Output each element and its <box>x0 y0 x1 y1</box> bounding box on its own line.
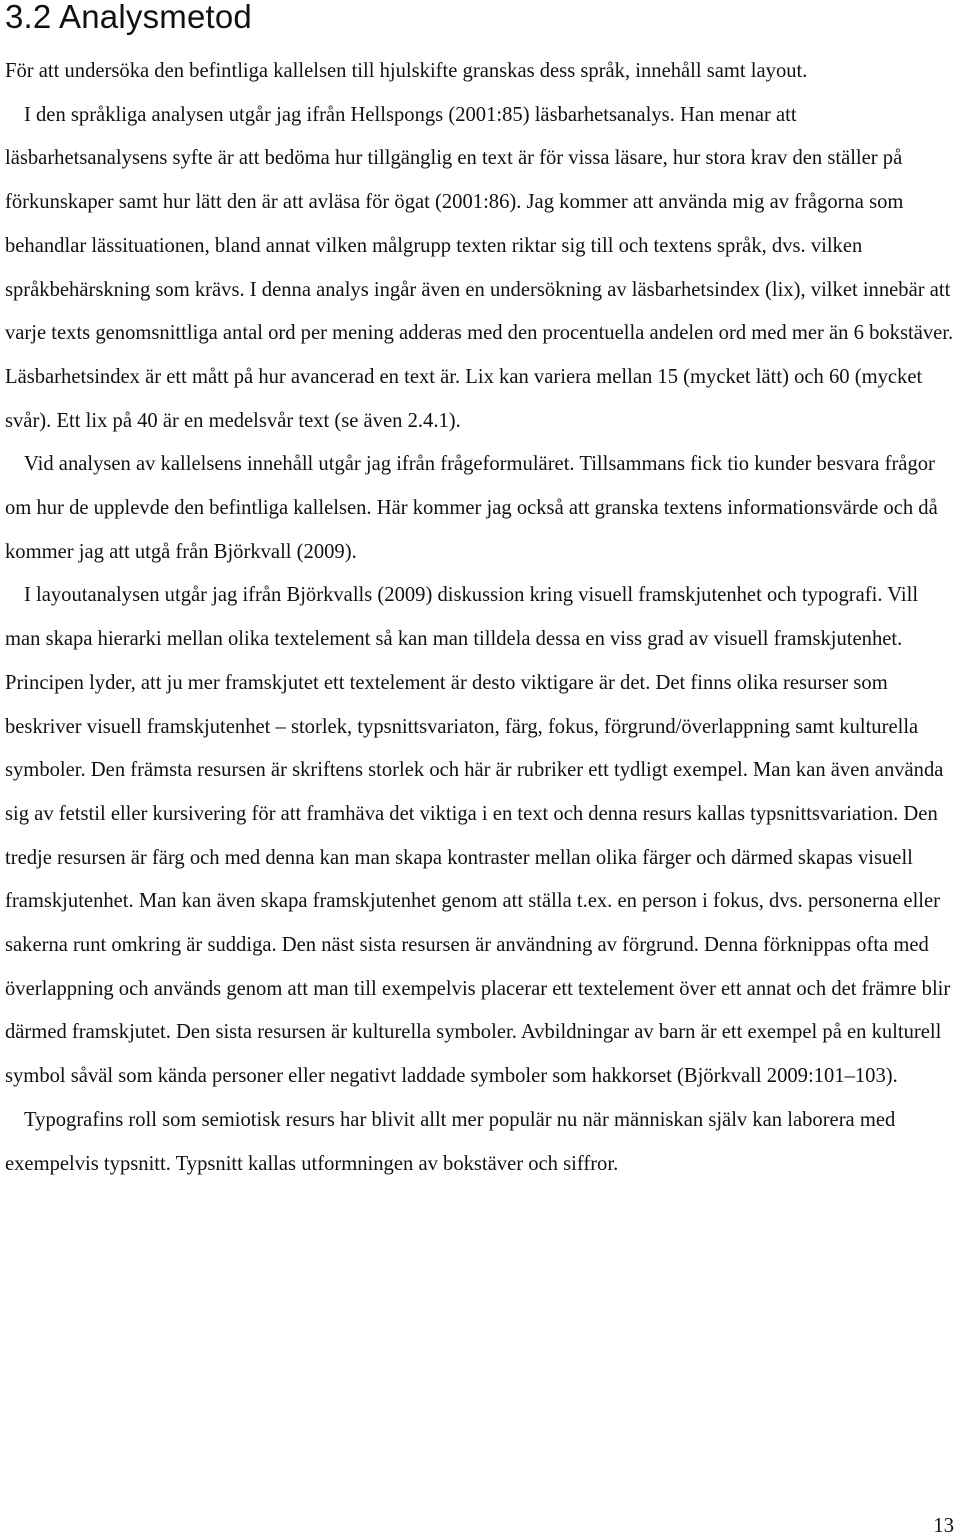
paragraph-content-analysis: Vid analysen av kallelsens innehåll utgår jag ifrån frågeformuläret. Tillsammans fick tio kunder besvara frågor om hur de upplevde den befintliga kallelsen. Här kommer jag också att granska textens informationsvärde och då kommer jag att utgå från Björkvall (2009). <box>5 453 938 563</box>
paragraph-intro: För att undersöka den befintliga kallelsen till hjulskifte granskas dess språk, innehåll samt layout. <box>5 60 808 82</box>
paragraph-layout-analysis: I layoutanalysen utgår jag ifrån Björkvalls (2009) diskussion kring visuell framskjutenhet och typografi. Vill man skapa hierarki mellan olika textelement så kan man tilldela dessa en viss grad av visuell framskjutenhet. Principen lyder, att ju mer framskjutet ett textelement är desto viktigare är det. Det finns olika resurser som beskriver visuell framskjutenhet – storlek, typsnittsvariaton, färg, fokus, förgrund/överlappning samt kulturella symboler. Den främsta resursen är skriftens storlek och här är rubriker ett tydligt exempel. Man kan även använda sig av fetstil eller kursivering för att framhäva det viktiga i en text och denna resurs kallas typsnittsvariation. Den tredje resursen är färg och med denna kan man skapa kontraster mellan olika färger och därmed skapas visuell framskjutenhet. Man kan även skapa framskjutenhet genom att ställa t.ex. en person i fokus, dvs. personerna eller sakerna runt omkring är suddiga. Den näst sista resursen är användning av förgrund. Denna förknippas ofta med överlappning och används genom att man till exempelvis placerar ett textelement över ett annat och det främre blir därmed framskjutet. Den sista resursen är kulturella symboler. Avbildningar av barn är ett exempel på en kulturell symbol såväl som kända personer eller negativt laddade symboler som hakkorset (Björkvall 2009:101–103). <box>5 584 951 1088</box>
paragraph-typography: Typografins roll som semiotisk resurs har blivit allt mer populär nu när människan själv kan laborera med exempelvis typsnitt. Typsnitt kallas utformningen av bokstäver och siffror. <box>5 1108 896 1175</box>
section-heading: 3.2 Analysmetod <box>5 0 252 35</box>
page-number: 13 <box>933 1515 954 1537</box>
paragraph-language-analysis: I den språkliga analysen utgår jag ifrån Hellspongs (2001:85) läsbarhetsanalys. Han menar att läsbarhetsanalysens syfte är att bedöma hur tillgänglig en text är för vissa läsare, hur stora krav den ställer på förkunskaper samt hur lätt den är att avläsa för ögat (2001:86). Jag kommer att använda mig av frågorna som behandlar lässituationen, bland annat vilken målgrupp texten riktar sig till och textens språk, dvs. vilken språkbehärskning som krävs. I denna analys ingår även en undersökning av läsbarhetsindex (lix), vilket innebär att varje texts genomsnittliga antal ord per mening adderas med den procentuella andelen ord med mer än 6 bokstäver. Läsbarhetsindex är ett mått på hur avancerad en text är. Lix kan variera mellan 15 (mycket lätt) och 60 (mycket svår). Ett lix på 40 är en medelsvår text (se även 2.4.1). <box>5 103 954 432</box>
section-body <box>5 50 957 1186</box>
document-page <box>5 0 957 1186</box>
